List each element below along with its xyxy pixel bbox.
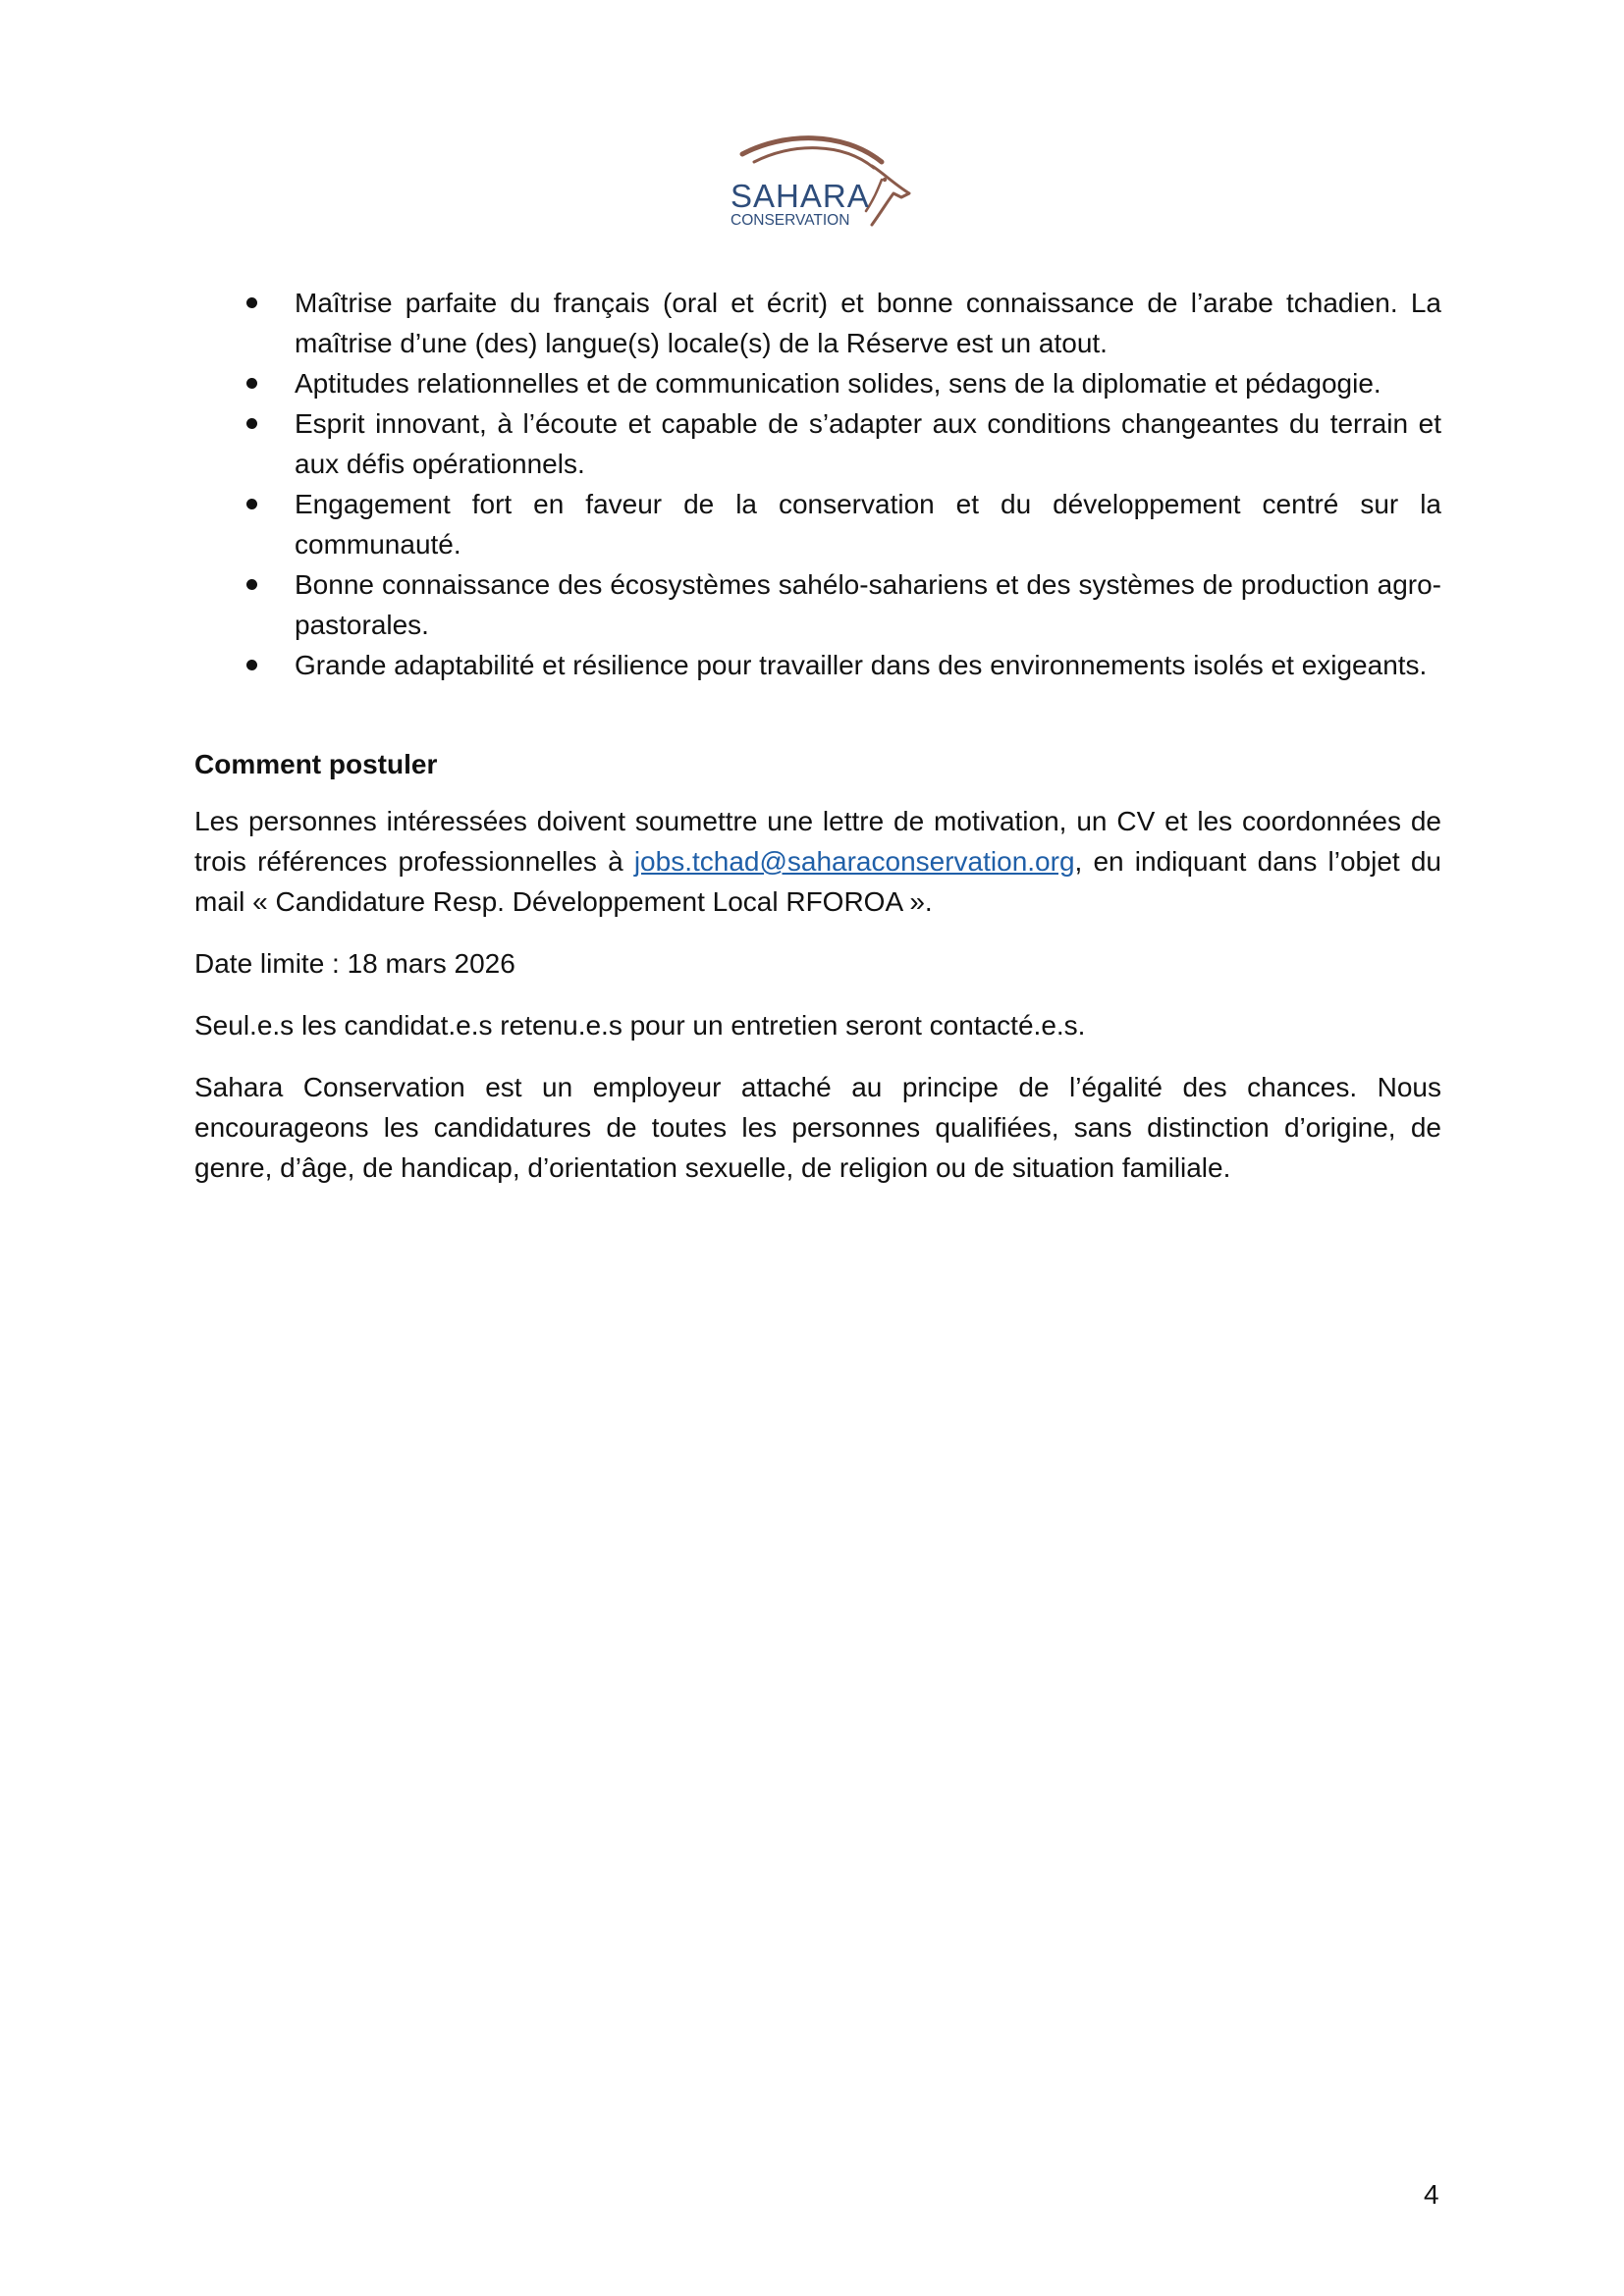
list-item: Engagement fort en faveur de la conservation et du développement centré sur la communauté. (194, 484, 1441, 564)
requirements-list (194, 283, 1441, 685)
bullet-icon (246, 660, 257, 670)
contact-note: Seul.e.s les candidat.e.s retenu.e.s pour un entretien seront contacté.e.s. (194, 1010, 1086, 1041)
logo-name: SAHARA (731, 178, 870, 214)
deadline-text: Date limite : 18 mars 2026 (194, 948, 515, 979)
logo-subname: CONSERVATION (731, 212, 850, 229)
bullet-icon (246, 499, 257, 509)
list-item: Grande adaptabilité et résilience pour travailler dans des environnements isolés et exigeants. (194, 645, 1441, 685)
list-item: Aptitudes relationnelles et de communication solides, sens de la diplomatie et pédagogie. (194, 363, 1441, 403)
sahara-conservation-logo (725, 133, 921, 240)
email-link[interactable]: jobs.tchad@saharaconservation.org (633, 846, 1075, 877)
bullet-icon (246, 378, 257, 389)
section-heading-apply: Comment postuler (194, 749, 438, 779)
list-item: Esprit innovant, à l’écoute et capable de s’adapter aux conditions changeantes du terrain et aux défis opérationnels. (194, 403, 1441, 484)
equal-opportunity-statement: Sahara Conservation est un employeur attaché au principe de l’égalité des chances. Nous encourageons les candidatures de toutes les personnes qualifiées, sans distinction d’origine, de genre, d’âge, de handicap, d’orientation sexuelle, de religion ou de situation familiale. (194, 1072, 1441, 1183)
page-number: 4 (1424, 2179, 1439, 2210)
bullet-icon (246, 579, 257, 590)
list-item: Bonne connaissance des écosystèmes sahélo-sahariens et des systèmes de production agro-pastorales. (194, 564, 1441, 645)
document-body (194, 283, 1441, 1209)
bullet-icon (246, 418, 257, 429)
bullet-icon (246, 297, 257, 308)
list-item: Maîtrise parfaite du français (oral et écrit) et bonne connaissance de l’arabe tchadien. La maîtrise d’une (des) langue(s) locale(s) de la Réserve est un atout. (194, 283, 1441, 363)
apply-instructions: Les personnes intéressées doivent soumettre une lettre de motivation, un CV et les coordonnées de trois références professionnelles à jobs.tchad@saharaconservation.org, en indiquant dans l’objet du mail « Candidature Resp. Développement Local RFOROA ». (194, 806, 1442, 917)
